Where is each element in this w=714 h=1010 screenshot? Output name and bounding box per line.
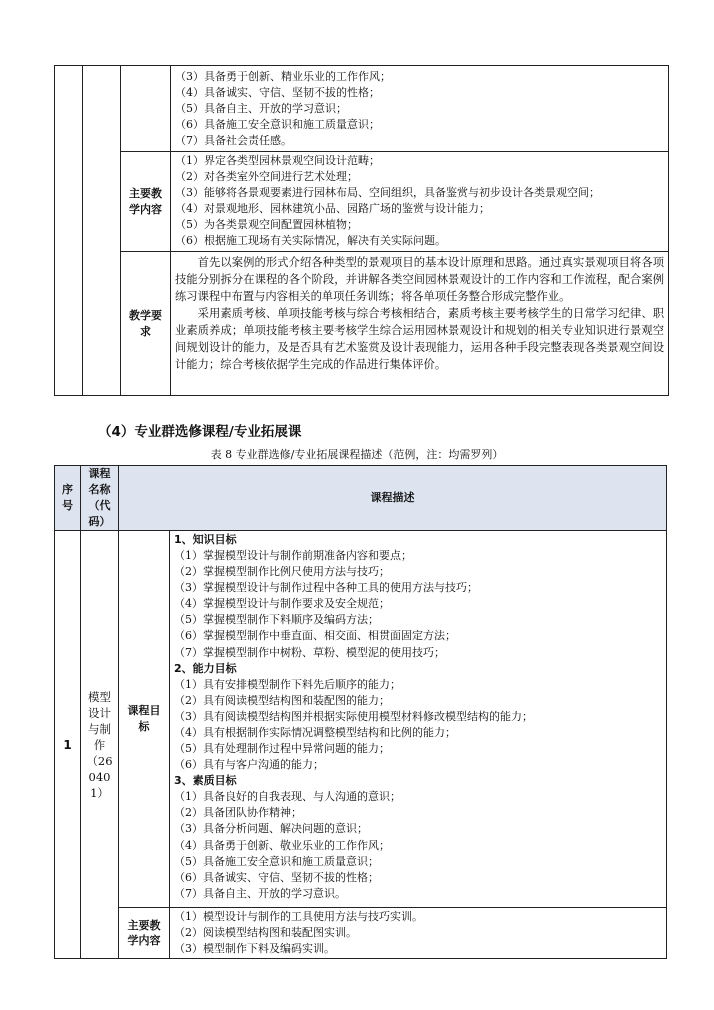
list-item: （1）界定各类型园林景观空间设计范畴； [175, 154, 380, 167]
list-item: （2）对各类室外空间进行艺术处理； [175, 170, 358, 184]
seq-cell-empty [55, 66, 83, 396]
goal-label-cell-empty [121, 66, 171, 152]
elective-course-table [54, 465, 667, 959]
list-item: （1）掌握模型设计与制作前期准备内容和要点； [174, 549, 412, 562]
quality-goals-cont [171, 66, 669, 152]
list-item: （5）具有处理制作过程中异常问题的能力； [174, 742, 390, 756]
course-name: 模型设计与制作（260401） [81, 531, 119, 959]
list-item: （5）掌握模型制作下料顺序及编码方法； [174, 613, 379, 627]
list-item: （3）具备勇于创新、精业乐业的工作作风； [175, 70, 391, 83]
teaching-req-label: 教学要求 [121, 252, 171, 396]
list-item: （6）掌握模型制作中垂直面、相交面、相贯面固定方法； [174, 629, 456, 643]
list-item: （4）掌握模型设计与制作要求及安全规范； [174, 597, 390, 611]
req-paragraph-2: 采用素质考核、单项技能考核与综合考核相结合，素质考核主要考核学生的日常学习纪律、职业素质养成；单项技能考核主要考核学生综合运用园林景观设计和规划的相关专业知识进行景观空间规划设计的能力，及是否具有艺术鉴赏及设计表现能力，运用各种手段完整表现各类景观空间设计能力；综合考核依据学生完成的作品进行集体评价。 [175, 307, 664, 371]
list-item: （3）掌握模型设计与制作过程中各种工具的使用方法与技巧； [174, 581, 478, 595]
main-content-label: 主要教学内容 [121, 152, 171, 252]
header-description: 课程描述 [119, 466, 667, 531]
course-goal-label: 课程目标 [119, 531, 170, 908]
list-item: （4）对景观地形、园林建筑小品、园路广场的鉴赏与设计能力； [175, 202, 490, 216]
course-goals [170, 531, 667, 908]
quality-goal-title: 3、素质目标 [174, 774, 237, 788]
list-item: （2）具备团队协作精神； [174, 806, 302, 820]
name-cell-empty [83, 66, 121, 396]
header-seq: 序号 [55, 466, 81, 531]
main-content-label: 主要教学内容 [119, 908, 170, 959]
main-content-list [170, 908, 667, 959]
ability-goal-title: 2、能力目标 [174, 661, 237, 675]
list-item: （4）具备诚实、守信、坚韧不拔的性格； [175, 86, 380, 100]
list-item: （3）能够将各景观要素进行园林布局、空间组织，具备鉴赏与初步设计各类景观空间； [175, 186, 600, 200]
list-item: （7）具备社会责任感。 [175, 134, 292, 148]
list-item: （6）根据施工现场有关实际情况，解决有关实际问题。 [175, 234, 446, 248]
list-item: （1）模型设计与制作的工具使用方法与技巧实训。 [174, 910, 423, 923]
continued-course-table [54, 65, 669, 396]
list-item: （3）具备分析问题、解决问题的意识； [174, 822, 368, 836]
list-item: （5）具备施工安全意识和施工质量意识； [174, 854, 379, 868]
table-row [55, 908, 667, 959]
list-item: （5）为各类景观空间配置园林植物； [175, 218, 358, 232]
list-item: （6）具有与客户沟通的能力； [174, 758, 324, 772]
list-item: （2）掌握模型制作比例尺使用方法与技巧； [174, 565, 390, 579]
list-item: （4）具备勇于创新、敬业乐业的工作作风； [174, 838, 390, 852]
list-item: （3）具有阅读模型结构图并根据实际使用模型材料修改模型结构的能力； [174, 709, 533, 723]
list-item: （6）具备诚实、守信、坚韧不拔的性格； [174, 870, 379, 884]
table-row [55, 531, 667, 908]
req-paragraph-1: 首先以案例的形式介绍各种类型的景观项目的基本设计原理和思路。通过真实景观项目将各项技能分别拆分在课程的各个阶段，并讲解各类空间园林景观设计的工作内容和工作流程，配合案例练习课程中布置与内容相关的单项任务训练；将各单项任务整合形成完整作业。 [175, 256, 664, 303]
knowledge-goal-title: 1、知识目标 [174, 533, 237, 546]
list-item: （1）具备良好的自我表现、与人沟通的意识； [174, 790, 401, 804]
list-item: （2）具有阅读模型结构图和装配图的能力； [174, 693, 390, 707]
header-course-name: 课程名称（代码） [81, 466, 119, 531]
list-item: （5）具备自主、开放的学习意识； [175, 102, 347, 116]
list-item: （4）具有根据制作实际情况调整模型结构和比例的能力； [174, 725, 456, 739]
list-item: （6）具备施工安全意识和施工质量意识； [175, 118, 380, 132]
list-item: （3）模型制作下料及编码实训。 [174, 942, 335, 956]
list-item: （7）具备自主、开放的学习意识。 [174, 886, 346, 900]
section-heading: （4）专业群选修课程/专业拓展课 [98, 424, 302, 440]
teaching-req-text [171, 252, 669, 396]
list-item: （2）阅读模型结构图和装配图实训。 [174, 926, 357, 940]
list-item: （1）具有安排模型制作下料先后顺序的能力； [174, 677, 401, 691]
main-content-list [171, 152, 669, 252]
table-header-row [55, 466, 667, 531]
table-caption: 表 8 专业群选修/专业拓展课程描述（范例，注：均需罗列） [210, 448, 504, 461]
list-item: （7）掌握模型制作中树粉、草粉、模型泥的使用技巧； [174, 645, 445, 659]
row-seq: 1 [55, 531, 81, 959]
